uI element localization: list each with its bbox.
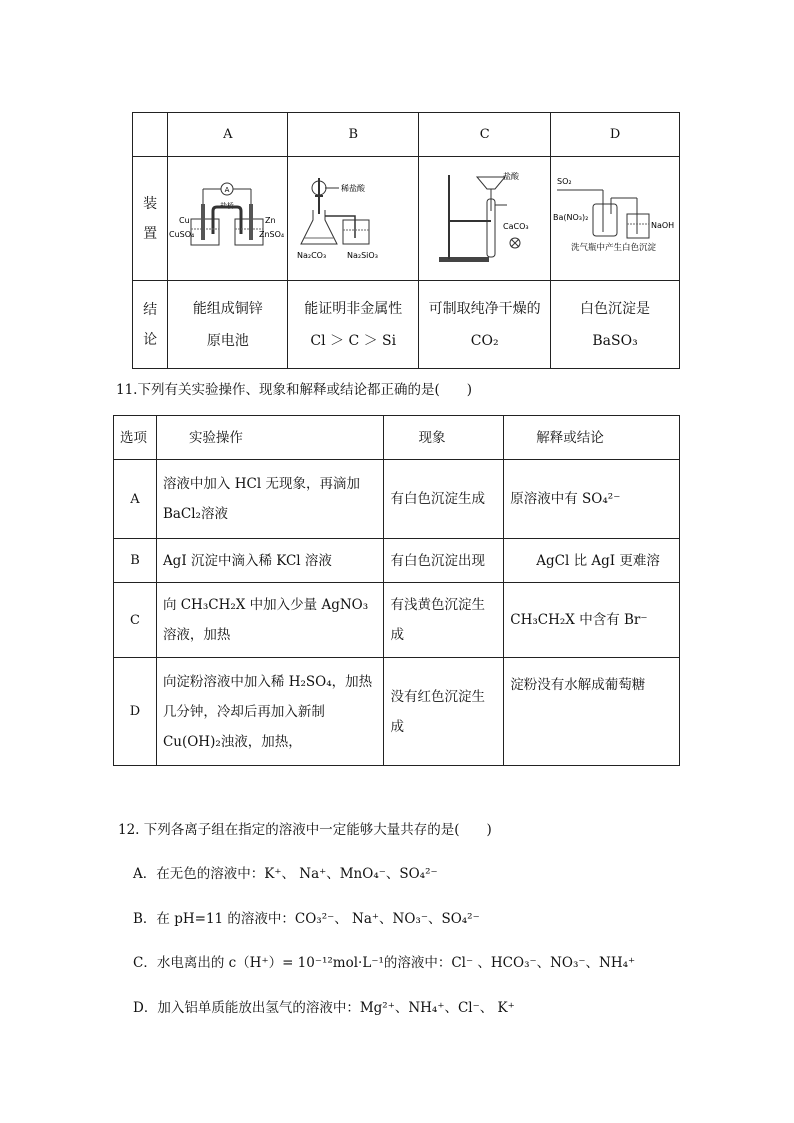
znso4-label: ZnSO₄ <box>258 229 284 239</box>
q11-table <box>113 415 680 766</box>
q11-concl-d: 淀粉没有水解成葡萄糖 <box>504 658 680 766</box>
q11-option-b: B <box>114 539 157 583</box>
q11-option-d: D <box>114 658 157 766</box>
caco3-label: CaCO₃ <box>502 221 529 231</box>
apparatus-b <box>288 157 419 281</box>
q11-concl-a: 原溶液中有 SO₄²⁻ <box>504 460 680 539</box>
q12-option-c: C．水电离出的 c（H⁺）= 10⁻¹²mol·L⁻¹的溶液中：Cl⁻ 、HCO₃⁻、NO₃⁻、NH₄⁺ <box>133 955 636 971</box>
conclusion-c: 可制取纯净干燥的 CO₂ <box>419 281 551 369</box>
apparatus-d <box>551 157 680 281</box>
table-row <box>114 539 680 583</box>
q11-phen-a: 有白色沉淀生成 <box>384 460 504 539</box>
header-c: C <box>419 113 551 157</box>
na2sio3-label: Na₂SiO₃ <box>347 250 379 260</box>
cuso4-label: CuSO₄ <box>168 229 195 239</box>
q11-option-a: A <box>114 460 157 539</box>
q11-header-conclusion: 解释或结论 <box>504 416 680 460</box>
table-row <box>114 658 680 766</box>
row-label-device: 装置 <box>133 157 168 281</box>
naoh-label: NaOH <box>651 220 675 230</box>
q11-phen-d: 没有红色沉淀生成 <box>384 658 504 766</box>
q11-op-c: 向 CH₃CH₂X 中加入少量 AgNO₃ 溶液，加热 <box>156 583 384 658</box>
cu-label: Cu <box>178 215 190 225</box>
header-d: D <box>551 113 680 157</box>
q11-header-option: 选项 <box>114 416 157 460</box>
apparatus-a <box>168 157 288 281</box>
header-a: A <box>168 113 288 157</box>
q12-option-b: B．在 pH=11 的溶液中：CO₃²⁻、 Na⁺、NO₃⁻、SO₄²⁻ <box>133 911 480 927</box>
q12-option-a: A．在无色的溶液中：K⁺、 Na⁺、MnO₄⁻、SO₄²⁻ <box>133 866 438 882</box>
conclusion-a: 能组成铜锌 原电池 <box>168 281 288 369</box>
conclusion-d: 白色沉淀是 BaSO₃ <box>551 281 680 369</box>
hcl-label: 盐酸 <box>502 171 519 181</box>
dilute-hcl-label: 稀盐酸 <box>341 183 366 193</box>
salt-bridge-label: 盐桥 <box>219 201 234 210</box>
conclusion-b: 能证明非金属性 Cl ＞ C ＞ Si <box>288 281 419 369</box>
q12-option-d: D．加入铝单质能放出氢气的溶液中：Mg²⁺、NH₄⁺、Cl⁻、 K⁺ <box>133 1000 515 1016</box>
table-row <box>114 583 680 658</box>
q11-option-c: C <box>114 583 157 658</box>
zn-label: Zn <box>264 215 276 225</box>
na2co3-label: Na₂CO₃ <box>297 250 327 260</box>
q11-stem: 11.下列有关实验操作、现象和解释或结论都正确的是( ) <box>116 382 473 398</box>
q11-op-a: 溶液中加入 HCl 无现象，再滴加BaCl₂溶液 <box>156 460 384 539</box>
so2-label: SO₂ <box>557 176 572 186</box>
q11-op-d: 向淀粉溶液中加入稀 H₂SO₄，加热几分钟，冷却后再加入新制Cu(OH)₂浊液，加热， <box>156 658 384 766</box>
q11-header-operation: 实验操作 <box>156 416 384 460</box>
table-corner <box>133 113 168 157</box>
apparatus-table <box>132 112 680 369</box>
q11-op-b: AgI 沉淀中滴入稀 KCl 溶液 <box>156 539 384 583</box>
q12-stem: 12. 下列各离子组在指定的溶液中一定能够大量共存的是( ) <box>118 822 492 838</box>
q11-header-phenomenon: 现象 <box>384 416 504 460</box>
meter-label: A <box>224 185 230 194</box>
caption-d: 洗气瓶中产生白色沉淀 <box>571 242 657 253</box>
bano3-label: Ba(NO₃)₂ <box>553 212 589 222</box>
row-label-conclusion: 结论 <box>133 281 168 369</box>
q11-concl-c: CH₃CH₂X 中含有 Br⁻ <box>504 583 680 658</box>
header-b: B <box>288 113 419 157</box>
q11-phen-b: 有白色沉淀出现 <box>384 539 504 583</box>
table-row <box>114 460 680 539</box>
q11-concl-b: AgCl 比 AgI 更难溶 <box>504 539 680 583</box>
apparatus-c <box>419 157 551 281</box>
q11-phen-c: 有浅黄色沉淀生成 <box>384 583 504 658</box>
